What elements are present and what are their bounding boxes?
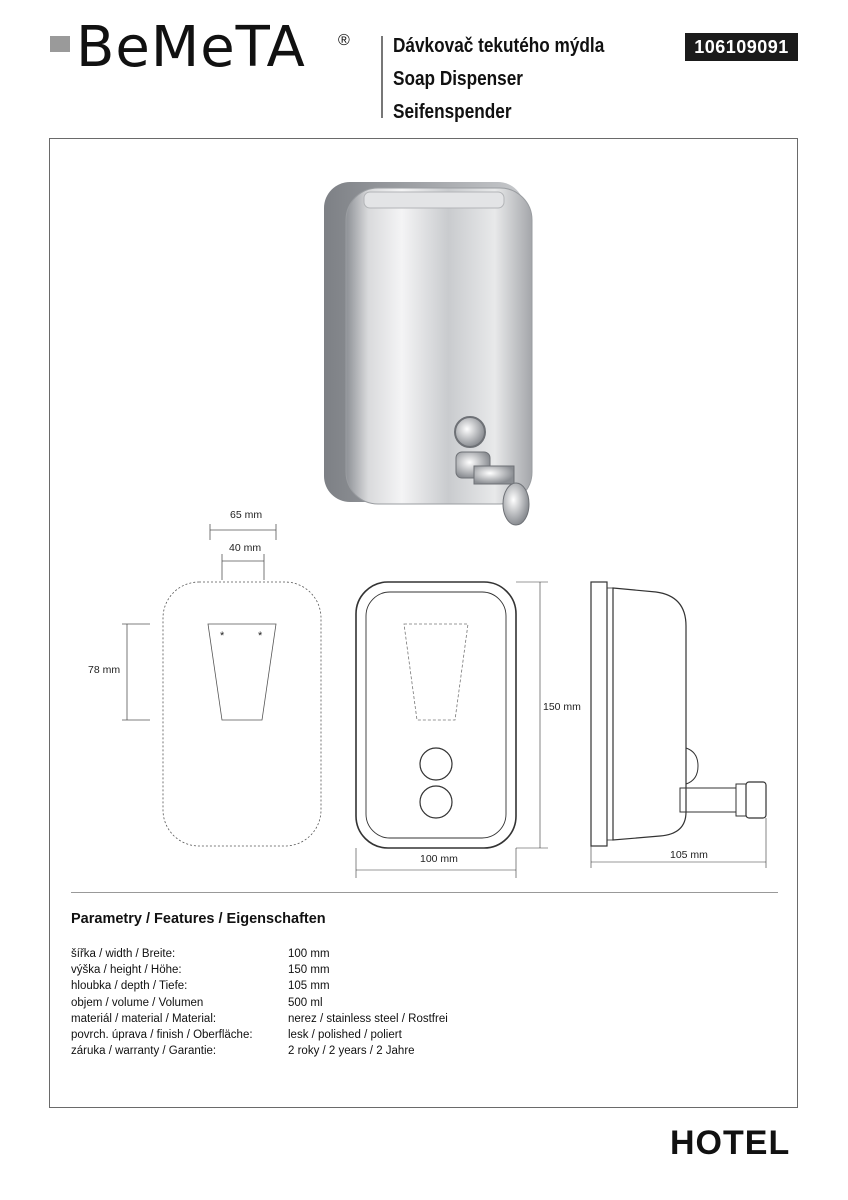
spec-value: lesk / polished / poliert — [288, 1029, 402, 1042]
title-divider — [381, 36, 383, 118]
spec-label: povrch. úprava / finish / Oberfläche: — [71, 1029, 253, 1042]
spec-value: 500 ml — [288, 996, 323, 1009]
dim-label-78mm: 78 mm — [88, 664, 121, 676]
spec-row — [71, 946, 448, 962]
spec-label: šířka / width / Breite: — [71, 948, 176, 960]
spec-row — [71, 978, 448, 994]
spec-row — [71, 1043, 448, 1059]
dim-label-65mm: 65 mm — [230, 509, 263, 521]
spec-value: nerez / stainless steel / Rostfrei — [288, 1012, 448, 1025]
product-photo — [324, 174, 534, 526]
refill-lid — [364, 192, 504, 208]
dim-label-40mm: 40 mm — [229, 542, 262, 554]
svg-text:*: * — [258, 630, 263, 642]
spec-row — [71, 995, 448, 1011]
brand-logo: BeMeTA — [76, 15, 306, 80]
title-german: Seifenspender — [393, 101, 512, 123]
spec-row — [71, 1027, 448, 1043]
spec-value: 100 mm — [288, 948, 330, 960]
spec-label: výška / height / Höhe: — [71, 964, 182, 977]
spec-label: objem / volume / Volumen — [71, 996, 204, 1009]
spec-label: materiál / material / Material: — [71, 1012, 217, 1025]
side-view-drawing — [591, 582, 766, 868]
spec-label: hloubka / depth / Tiefe: — [71, 980, 188, 993]
product-code-badge: 106109091 — [685, 33, 798, 61]
product-title-block — [393, 30, 639, 129]
svg-text:*: * — [220, 630, 225, 642]
spec-row — [71, 962, 448, 978]
features-heading: Parametry / Features / Eigenschaften — [71, 911, 326, 927]
title-czech: Dávkovač tekutého mýdla — [393, 35, 605, 57]
spec-value: 150 mm — [288, 964, 330, 977]
dim-label-105mm: 105 mm — [670, 849, 708, 861]
dim-label-150mm: 150 mm — [543, 701, 581, 713]
push-button-upper — [455, 417, 485, 447]
spec-value: 2 roky / 2 years / 2 Jahre — [288, 1045, 415, 1058]
spec-table — [71, 946, 448, 1059]
spec-label: záruka / warranty / Garantie: — [71, 1045, 217, 1058]
dispenser-body — [346, 188, 532, 504]
dim-label-100mm: 100 mm — [420, 853, 458, 865]
back-view-drawing — [122, 524, 321, 846]
title-english: Soap Dispenser — [393, 68, 524, 90]
spec-row — [71, 1011, 448, 1027]
collection-name: HOTEL — [670, 1124, 791, 1162]
section-separator — [71, 892, 778, 893]
technical-drawings — [60, 500, 800, 890]
front-view-drawing — [356, 582, 548, 878]
logo-square — [50, 36, 70, 52]
registered-mark: ® — [338, 32, 350, 49]
push-arm — [474, 466, 514, 484]
spec-value: 105 mm — [288, 980, 330, 993]
